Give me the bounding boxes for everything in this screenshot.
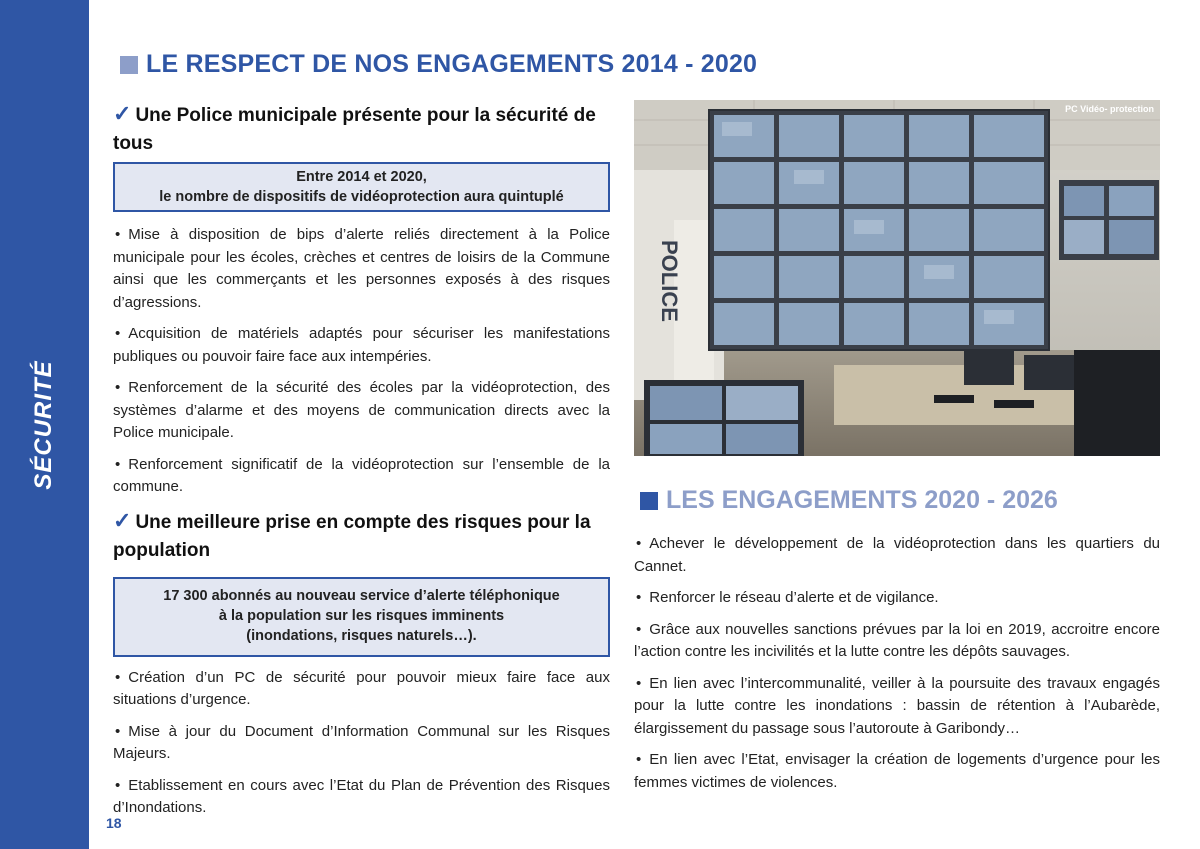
- photo-caption: PC Vidéo- protection: [1065, 104, 1154, 114]
- list-item: • Achever le développement de la vidéoprotection dans les quartiers du Cannet.: [634, 535, 1160, 575]
- section2-highlight-box: [113, 577, 610, 657]
- check-icon: ✓: [113, 507, 132, 533]
- list-item: • Création d’un PC de sécurité pour pouvoir mieux faire face aux situations d’urgence.: [113, 668, 610, 708]
- control-room-illustration: [634, 100, 1160, 456]
- engagements-title-text: LES ENGAGEMENTS 2020 - 2026: [666, 486, 1058, 514]
- section1-heading: ✓ Une Police municipale présente pour la sécurité de tous: [113, 101, 596, 154]
- main-title-text: LE RESPECT DE NOS ENGAGEMENTS 2014 - 2020: [146, 50, 758, 78]
- section2-heading: ✓ Une meilleure prise en compte des risques pour la population: [113, 507, 591, 561]
- police-sign: POLICE: [657, 240, 682, 322]
- list-item: • Grâce aux nouvelles sanctions prévues par la loi en 2019, accroitre encore l’action contre les incivilités et la lutte contre les dépôts sauvages.: [634, 620, 1160, 660]
- engagements-title: [640, 486, 1160, 515]
- list-item: • Renforcement de la sécurité des écoles par la vidéoprotection, des systèmes d’alarme et des moyens de communication directs avec la Police municipale.: [113, 379, 610, 441]
- title-square-icon: [120, 56, 138, 74]
- list-item: • Mise à jour du Document d’Information Communal sur les Risques Majeurs.: [113, 722, 610, 762]
- list-item: • Renforcer le réseau d’alerte et de vigilance.: [636, 589, 939, 606]
- page-number: 18: [106, 815, 122, 831]
- main-title: [120, 50, 757, 79]
- check-icon: ✓: [113, 101, 132, 126]
- title-square-icon: [640, 492, 658, 510]
- sidebar-label: SÉCURITÉ: [30, 360, 57, 490]
- left-column: [113, 100, 610, 820]
- box-line: (inondations, risques naturels…).: [246, 627, 477, 644]
- section2-bullets: [113, 667, 610, 820]
- sidebar: [0, 0, 89, 849]
- list-item: • Acquisition de matériels adaptés pour sécuriser les manifestations publiques ou pouvoir faire face aux intempéries.: [113, 325, 610, 365]
- box-line: Entre 2014 et 2020,: [296, 169, 427, 185]
- box-line: à la population sur les risques imminents: [218, 607, 505, 624]
- list-item: • Mise à disposition de bips d’alerte reliés directement à la Police municipale pour les écoles, crèches et centres de loisirs de la Commune ainsi que les commerçants et les personnes exposés à des risques d’agressions.: [113, 226, 610, 311]
- control-room-photo: [634, 100, 1160, 456]
- section1-bullets: [113, 224, 610, 499]
- right-column: [634, 486, 1160, 794]
- list-item: • Renforcement significatif de la vidéoprotection sur l’ensemble de la commune.: [113, 455, 610, 495]
- section1-highlight-box: [113, 162, 610, 212]
- engagements-bullets: [634, 533, 1160, 794]
- list-item: • Etablissement en cours avec l’Etat du Plan de Prévention des Risques d’Inondations.: [113, 776, 610, 816]
- box-line: 17 300 abonnés au nouveau service d’alerte téléphonique: [163, 587, 560, 604]
- list-item: • En lien avec l’intercommunalité, veiller à la poursuite des travaux engagés pour la lutte contre les inondations : bassin de rétention à l’Aubarède, élargissement du passage sous l’autoroute à Garibondy…: [634, 674, 1160, 737]
- list-item: • En lien avec l’Etat, envisager la création de logements d’urgence pour les femmes victimes de violences.: [634, 751, 1160, 791]
- box-line: le nombre de dispositifs de vidéoprotection aura quintuplé: [159, 189, 564, 205]
